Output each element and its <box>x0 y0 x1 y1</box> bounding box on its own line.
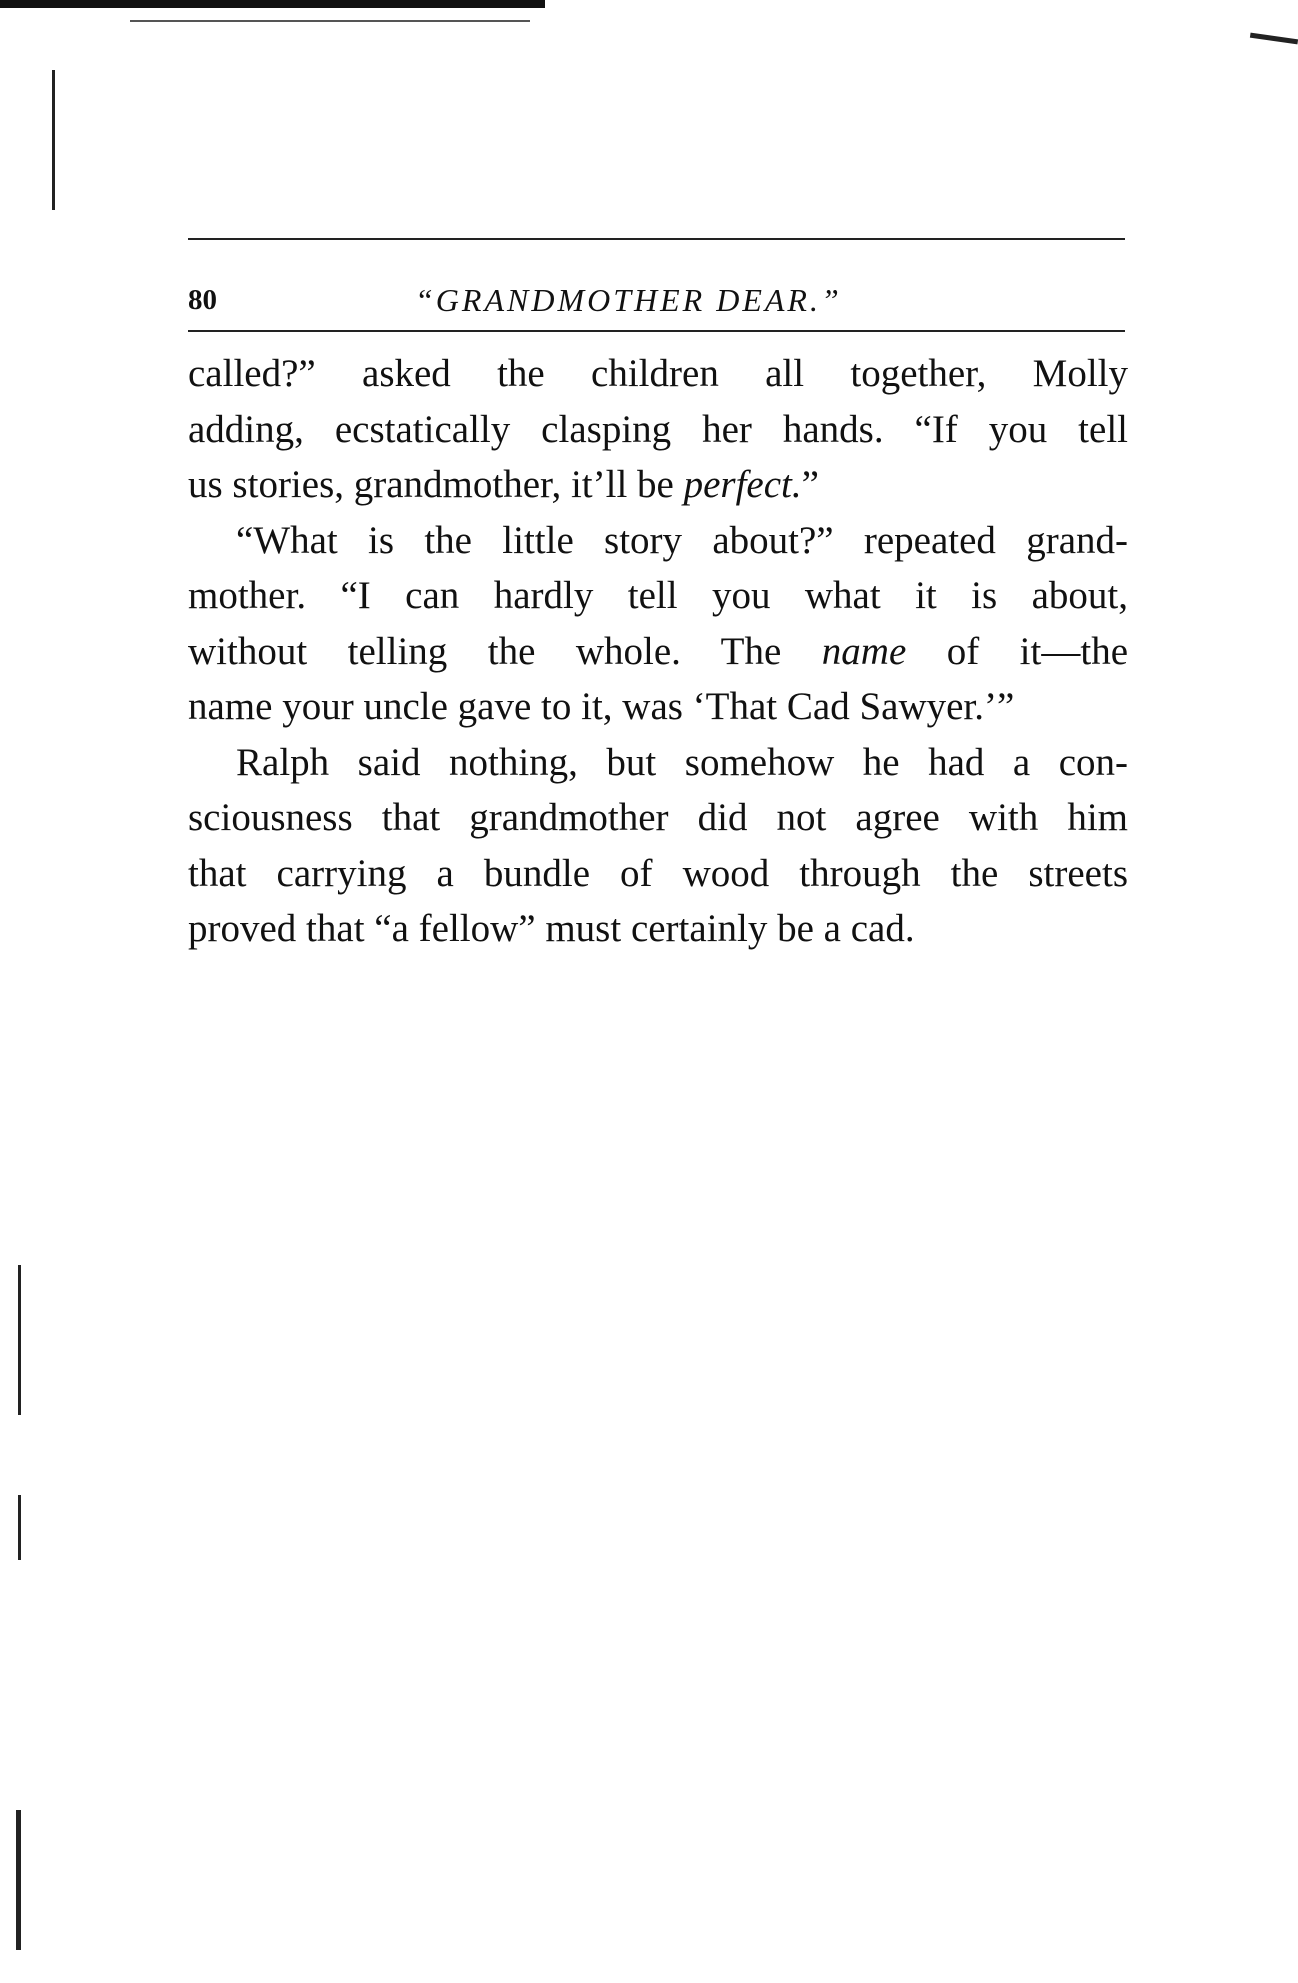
italic-word: name <box>821 629 907 673</box>
text-segment: without telling the whole. The <box>188 629 822 673</box>
body-text <box>188 346 1128 957</box>
page-number: 80 <box>188 284 217 316</box>
text-segment: ” <box>801 463 819 506</box>
paragraph <box>188 735 1128 957</box>
paragraph <box>188 513 1128 735</box>
scan-artifact-top-thin-rule <box>130 20 530 22</box>
book-page <box>188 238 1128 957</box>
text-line <box>188 457 1128 513</box>
text-line: called?” asked the children all together, Molly <box>188 352 1128 395</box>
italic-word: perfect. <box>683 463 802 506</box>
text-line: Ralph said nothing, but somehow he had a con- <box>236 740 1128 784</box>
running-title: “GRANDMOTHER DEAR.” <box>415 282 842 318</box>
scan-artifact-edge-mark <box>18 1265 21 1415</box>
text-line <box>188 624 1128 680</box>
text-segment: of it—the <box>906 629 1128 673</box>
text-line: “What is the little story about?” repeated grand- <box>236 518 1128 562</box>
text-line: proved that “a fellow” must certainly be a cad. <box>188 907 915 950</box>
text-line: sciousness that grandmother did not agree with him <box>188 796 1128 839</box>
scan-artifact-edge-mark <box>52 70 55 210</box>
scan-artifact-edge-mark <box>16 1810 21 1950</box>
text-segment: us stories, grandmother, it’ll be <box>188 463 684 506</box>
text-line: name your uncle gave to it, was ‘That Cad Sawyer.’” <box>188 685 1015 728</box>
paragraph <box>188 346 1128 513</box>
text-line: adding, ecstatically clasping her hands. “If you tell <box>188 407 1128 451</box>
header-bottom-rule <box>188 330 1125 332</box>
text-line: that carrying a bundle of wood through the streets <box>188 851 1128 895</box>
text-line: mother. “I can hardly tell you what it is about, <box>188 574 1128 617</box>
scan-artifact-right-mark <box>1250 33 1298 45</box>
scan-artifact-edge-mark <box>18 1495 21 1560</box>
scan-artifact-top-rule <box>0 0 545 8</box>
page-header <box>188 240 1128 330</box>
